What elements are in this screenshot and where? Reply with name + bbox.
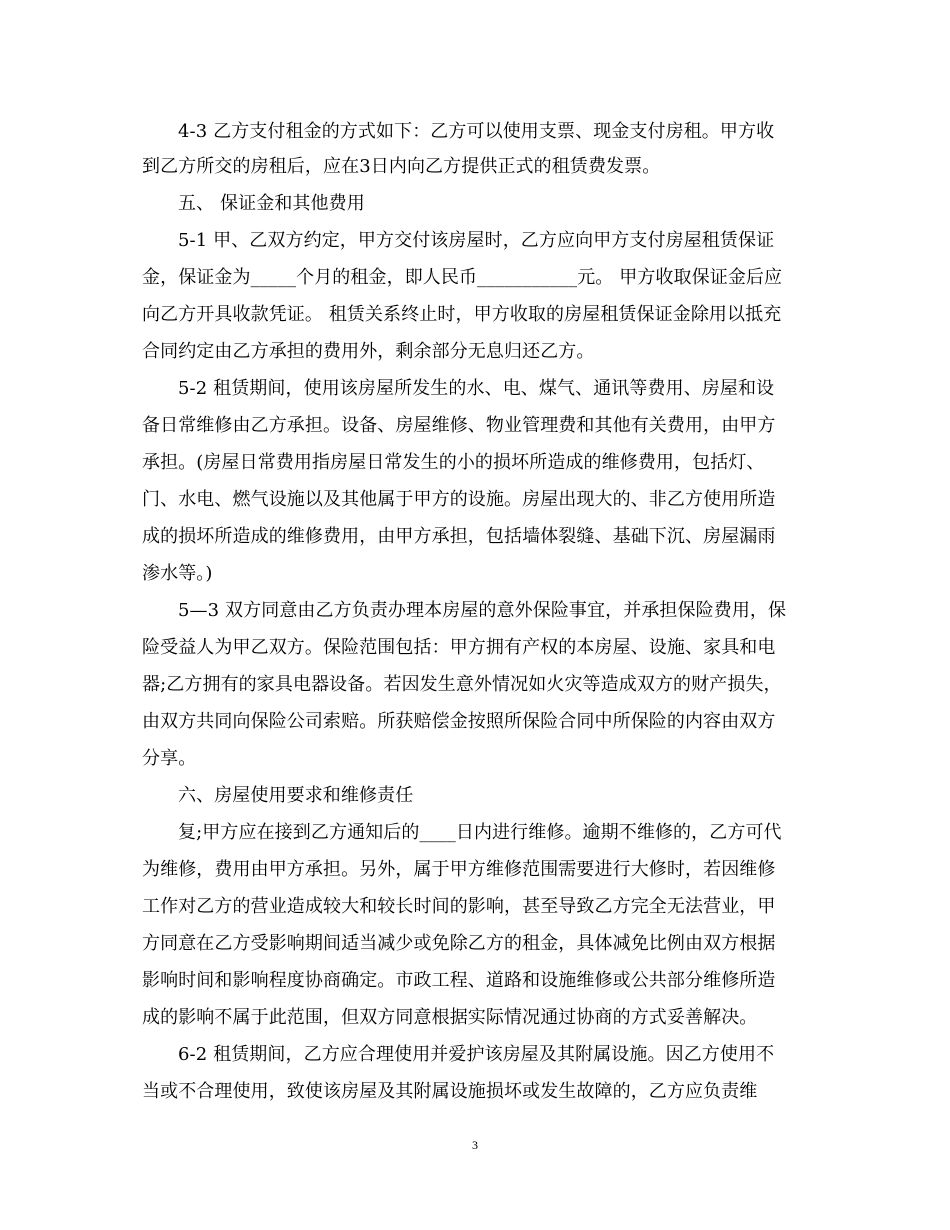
text-line: 为维修，费用由甲方承担。另外，属于甲方维修范围需要进行大修时，若因维修 <box>142 859 776 880</box>
text-line: 5—3 双方同意由乙方负责办理本房屋的意外保险事宜，并承担保险费用，保 <box>178 600 787 621</box>
text-line: 备日常维修由乙方承担。设备、房屋维修、物业管理费和其他有关费用，由甲方 <box>142 415 776 436</box>
text-line: 器;乙方拥有的家具电器设备。若因发生意外情况如火灾等造成双方的财产损失， <box>142 674 782 695</box>
text-line: 门、水电、燃气设施以及其他属于甲方的设施。房屋出现大的、非乙方使用所造 <box>142 489 776 510</box>
text-line: 分享。 <box>142 748 197 769</box>
text-line: 复;甲方应在接到乙方通知后的____日内进行维修。逾期不维修的，乙方可代 <box>178 822 782 843</box>
text-line: 险受益人为甲乙双方。保险范围包括：甲方拥有产权的本房屋、设施、家具和电 <box>142 637 776 658</box>
text-line: 承担。(房屋日常费用指房屋日常发生的小的损坏所造成的维修费用，包括灯、 <box>142 452 765 473</box>
text-line: 渗水等。) <box>142 563 213 584</box>
text-line: 影响时间和影响程度协商确定。市政工程、道路和设施维修或公共部分维修所造 <box>142 970 776 991</box>
text-line: 当或不合理使用，致使该房屋及其附属设施损坏或发生故障的，乙方应负责维 <box>142 1081 758 1102</box>
text-line: 向乙方开具收款凭证。 租赁关系终止时，甲方收取的房屋租赁保证金除用以抵充 <box>142 304 782 325</box>
section-heading: 五、 保证金和其他费用 <box>178 193 365 214</box>
text-line: 到乙方所交的房租后，应在3日内向乙方提供正式的租赁费发票。 <box>142 156 661 177</box>
text-line: 4-3 乙方支付租金的方式如下：乙方可以使用支票、现金支付房租。甲方收 <box>178 121 775 142</box>
text-line: 成的损坏所造成的维修费用，由甲方承担，包括墙体裂缝、基础下沉、房屋漏雨 <box>142 526 776 547</box>
text-line: 6-2 租赁期间，乙方应合理使用并爱护该房屋及其附属设施。因乙方使用不 <box>178 1044 775 1065</box>
text-line: 成的影响不属于此范围，但双方同意根据实际情况通过协商的方式妥善解决。 <box>142 1007 758 1028</box>
text-line: 合同约定由乙方承担的费用外，剩余部分无息归还乙方。 <box>142 341 595 362</box>
text-line: 由双方共同向保险公司索赔。所获赔偿金按照所保险合同中所保险的内容由双方 <box>142 711 776 732</box>
section-heading: 六、房屋使用要求和维修责任 <box>178 785 414 806</box>
text-line: 方同意在乙方受影响期间适当减少或免除乙方的租金，具体减免比例由双方根据 <box>142 933 776 954</box>
page-number: 3 <box>472 1138 478 1152</box>
text-line: 工作对乙方的营业造成较大和较长时间的影响，甚至导致乙方完全无法营业，甲 <box>142 896 776 917</box>
text-line: 5-2 租赁期间，使用该房屋所发生的水、电、煤气、通讯等费用、房屋和设 <box>178 378 775 399</box>
text-line: 金，保证金为_____个月的租金，即人民币___________元。 甲方收取保证金后应 <box>142 267 783 288</box>
text-line: 5-1 甲、乙双方约定，甲方交付该房屋时，乙方应向甲方支付房屋租赁保证 <box>178 230 775 251</box>
